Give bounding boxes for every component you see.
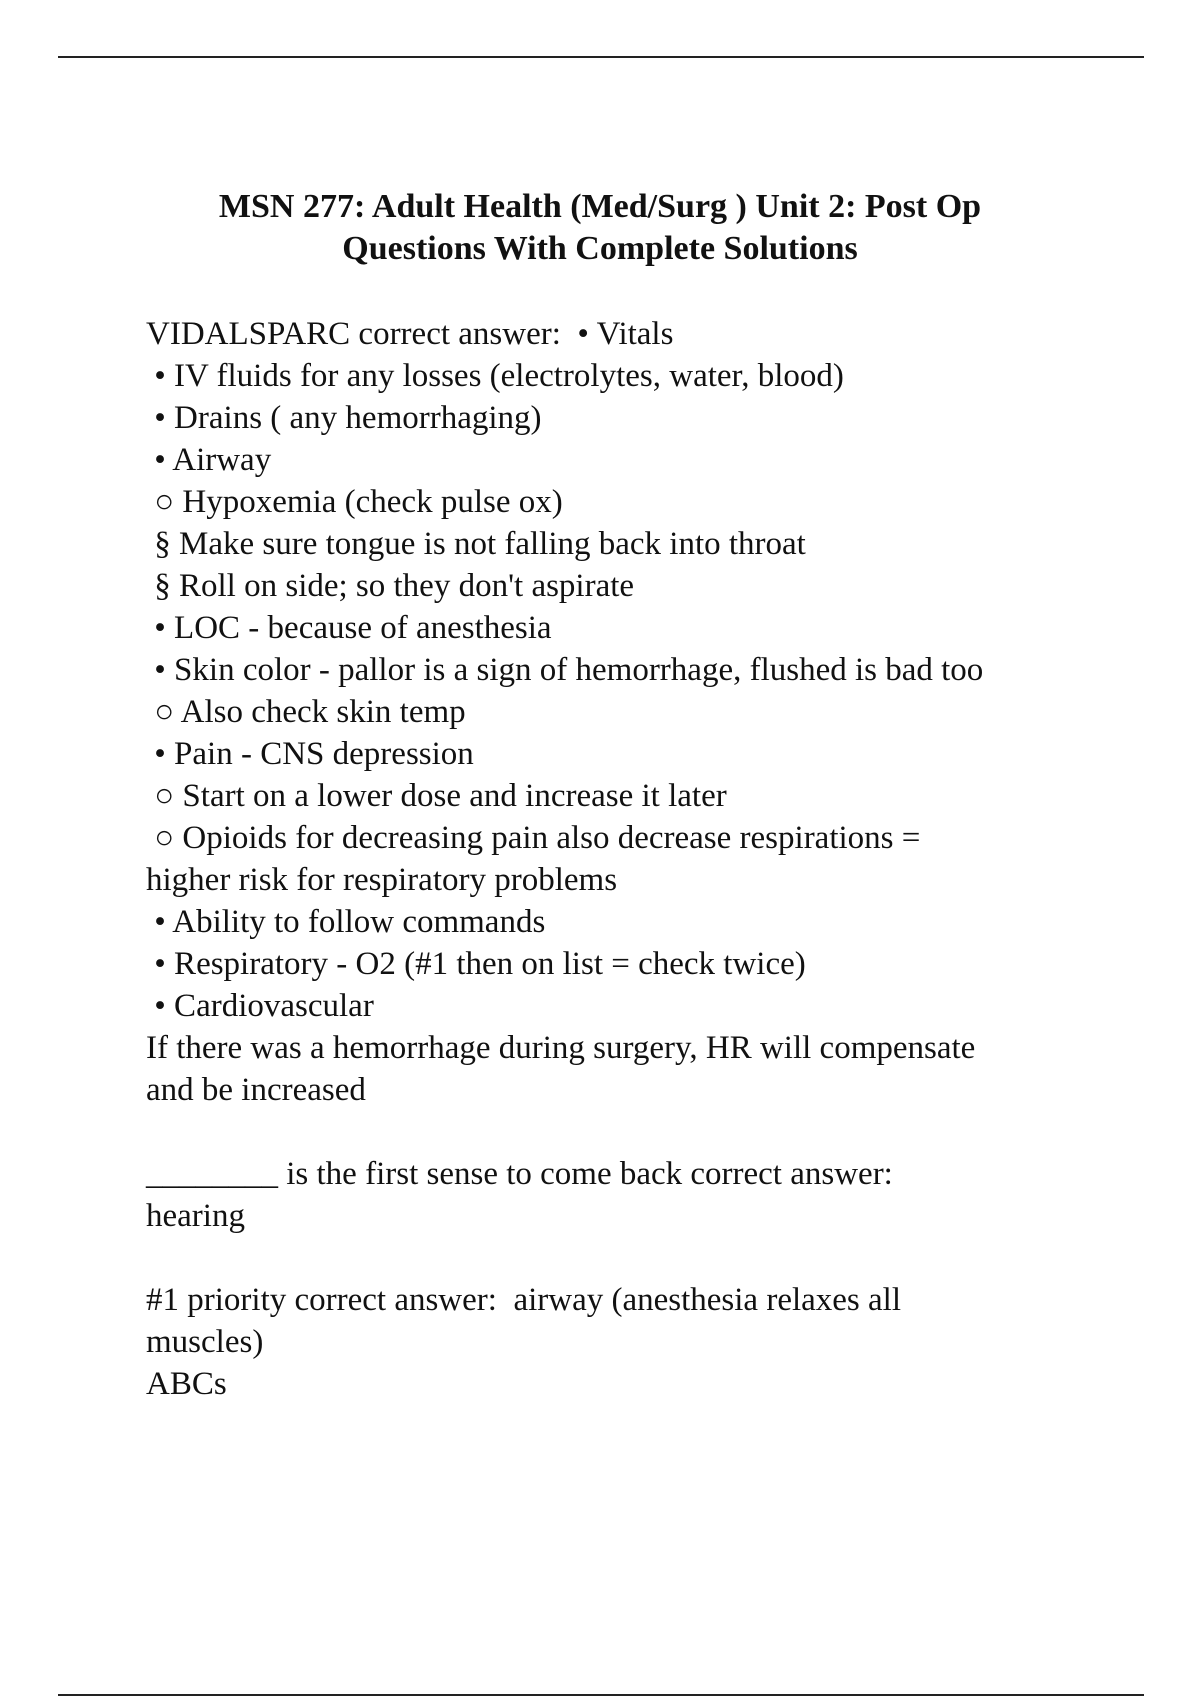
bottom-rule bbox=[58, 1694, 1144, 1696]
body-line: and be increased bbox=[146, 1072, 366, 1108]
body-line: ○ Also check skin temp bbox=[146, 694, 466, 730]
body-line: VIDALSPARC correct answer: • Vitals bbox=[146, 316, 674, 352]
document-body bbox=[146, 313, 1126, 1405]
body-line: § Roll on side; so they don't aspirate bbox=[146, 568, 635, 604]
body-line: § Make sure tongue is not falling back into throat bbox=[146, 526, 806, 562]
body-line: higher risk for respiratory problems bbox=[146, 862, 618, 898]
body-line: • Pain - CNS depression bbox=[146, 736, 474, 772]
body-line: • LOC - because of anesthesia bbox=[146, 610, 552, 646]
body-line: If there was a hemorrhage during surgery, HR will compensate bbox=[146, 1030, 976, 1066]
body-line: • Ability to follow commands bbox=[146, 904, 546, 940]
document-title bbox=[100, 186, 1100, 270]
body-line: hearing bbox=[146, 1198, 245, 1234]
body-line: • Cardiovascular bbox=[146, 988, 374, 1024]
title-line-2: Questions With Complete Solutions bbox=[342, 230, 858, 267]
body-line: • Drains ( any hemorrhaging) bbox=[146, 400, 542, 436]
body-line: ○ Opioids for decreasing pain also decrease respirations = bbox=[146, 820, 921, 856]
body-line: ABCs bbox=[146, 1366, 227, 1402]
blank-line bbox=[146, 1111, 1126, 1153]
body-line: ________ is the first sense to come back correct answer: bbox=[146, 1156, 893, 1192]
body-line: • Respiratory - O2 (#1 then on list = check twice) bbox=[146, 946, 806, 982]
body-line: muscles) bbox=[146, 1324, 264, 1360]
body-line: #1 priority correct answer: airway (anesthesia relaxes all bbox=[146, 1282, 902, 1318]
title-line-1: MSN 277: Adult Health (Med/Surg ) Unit 2: Post Op bbox=[218, 188, 982, 225]
body-line: ○ Start on a lower dose and increase it later bbox=[146, 778, 727, 814]
blank-line bbox=[146, 1237, 1126, 1279]
body-line: ○ Hypoxemia (check pulse ox) bbox=[146, 484, 563, 520]
body-line: • Airway bbox=[146, 442, 272, 478]
body-line: • Skin color - pallor is a sign of hemorrhage, flushed is bad too bbox=[146, 652, 984, 688]
body-line: • IV fluids for any losses (electrolytes, water, blood) bbox=[146, 358, 844, 394]
top-rule bbox=[58, 56, 1144, 58]
